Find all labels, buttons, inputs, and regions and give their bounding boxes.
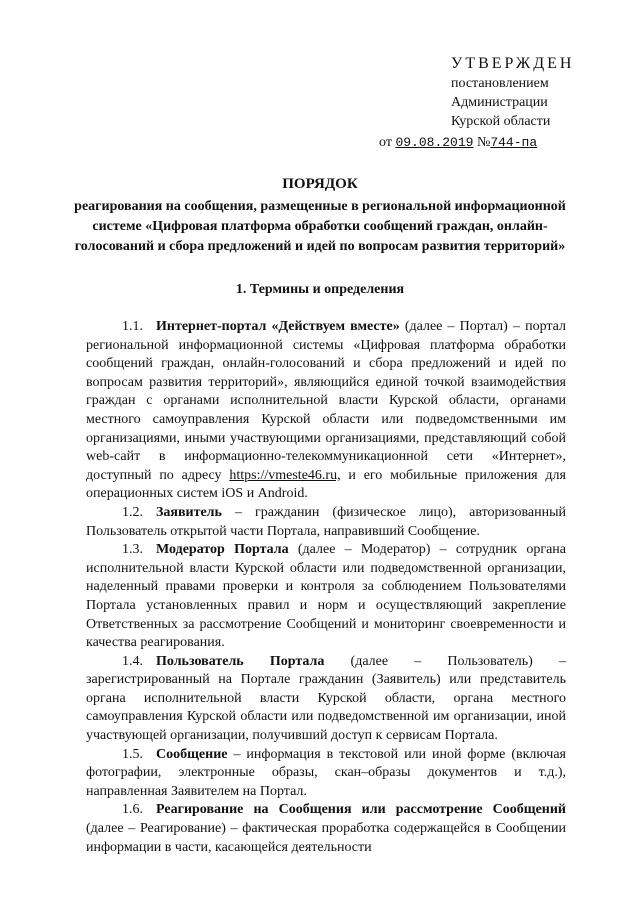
document-title: ПОРЯДОК <box>282 176 358 192</box>
approval-stamp <box>375 54 615 152</box>
paragraph-1-4 <box>86 653 566 746</box>
term: Сообщение <box>156 746 228 762</box>
paragraph-number: 1.5. <box>122 746 143 762</box>
paragraph-number: 1.6. <box>122 802 143 818</box>
approval-number: 744-па <box>490 135 538 150</box>
term: Реагирование на Сообщения или рассмотрение Сообщений <box>156 802 566 818</box>
paragraph-1-1 <box>86 318 566 504</box>
approval-date-line <box>379 133 615 152</box>
paragraph-text: (далее – Модератор) – сотрудник органа исполнительной власти Курской области или подведомственной организации, наделенный правами проверки и контроля за соблюдением Пользователями Портала установленных правил и норм и осуществляющий закрепление Ответственных за рассмотрение Сообщений и мониторинг своевременности и качества реагирования. <box>86 542 567 651</box>
paragraph-text: и его мобильные приложения для операционных систем iOS и Android. <box>86 467 566 502</box>
paragraph-1-6 <box>86 801 566 857</box>
term: Модератор Портала <box>156 542 289 558</box>
paragraph-number: 1.1. <box>122 319 143 334</box>
term: Заявитель <box>156 504 222 520</box>
date-prefix: от <box>379 135 392 150</box>
paragraph-number: 1.4. <box>122 653 143 669</box>
paragraph-1-3 <box>86 541 566 653</box>
paragraph-1-5 <box>86 746 566 802</box>
paragraph-text: – гражданин (физическое лицо), авторизованный Пользователь открытой части Портала, направивший Сообщение. <box>86 504 566 539</box>
paragraph-text: (далее – Портал) – портал региональной информационной системы «Цифровая платформа обработки сообщений граждан, онлайн-голосований и сбора предложений и идей по вопросам развития территорий», являющийся единой точкой взаимодействия граждан с органами исполнительной власти Курской области, органами местного самоуправления Курской области или подведомственными им организациями, иными участвующими организациями, представляющий собой web-сайт в информационно-телекоммуникационной сети «Интернет», доступный по адресу <box>86 319 566 483</box>
approval-title: УТВЕРЖДЕН <box>451 55 575 72</box>
document-subtitle: реагирования на сообщения, размещенные в региональной информационной системе «Цифровая платформа обработки сообщений граждан, онлайн-голосований и сбора предложений и идей по вопросам развития территорий» <box>74 199 566 254</box>
paragraph-text: (далее – Реагирование) – фактическая проработка содержащейся в Сообщении информации в части, касающейся деятельности <box>86 821 566 855</box>
term: Пользователь Портала <box>156 653 325 669</box>
approval-line-3: Курской области <box>451 114 551 129</box>
paragraph-1-2 <box>86 504 566 541</box>
portal-link[interactable]: https://vmeste46.ru, <box>229 467 341 483</box>
section-title: 1. Термины и определения <box>235 282 405 297</box>
number-prefix: № <box>476 135 491 150</box>
paragraph-text: – информация в текстовой или иной форме (включая фотографии, электронные образы, скан–образы документов и т.д.), направленная Заявителем на Портал. <box>86 746 566 799</box>
paragraph-text: (далее – Пользователь) – зарегистрированный на Портале гражданин (Заявитель) или представитель органа исполнительной власти Курской области, органа местного самоуправления Курской области или подведомственной им организации, иной участвующей организации, получивший доступ к сервисам Портала. <box>86 653 566 744</box>
approval-date: 09.08.2019 <box>395 135 474 150</box>
approval-line-1: постановлением <box>451 76 549 91</box>
approval-line-2: Администрации <box>451 95 548 110</box>
term: Интернет-портал «Действуем вместе» <box>156 319 400 334</box>
document-body <box>86 318 566 857</box>
paragraph-number: 1.2. <box>122 504 143 520</box>
paragraph-number: 1.3. <box>122 542 143 558</box>
